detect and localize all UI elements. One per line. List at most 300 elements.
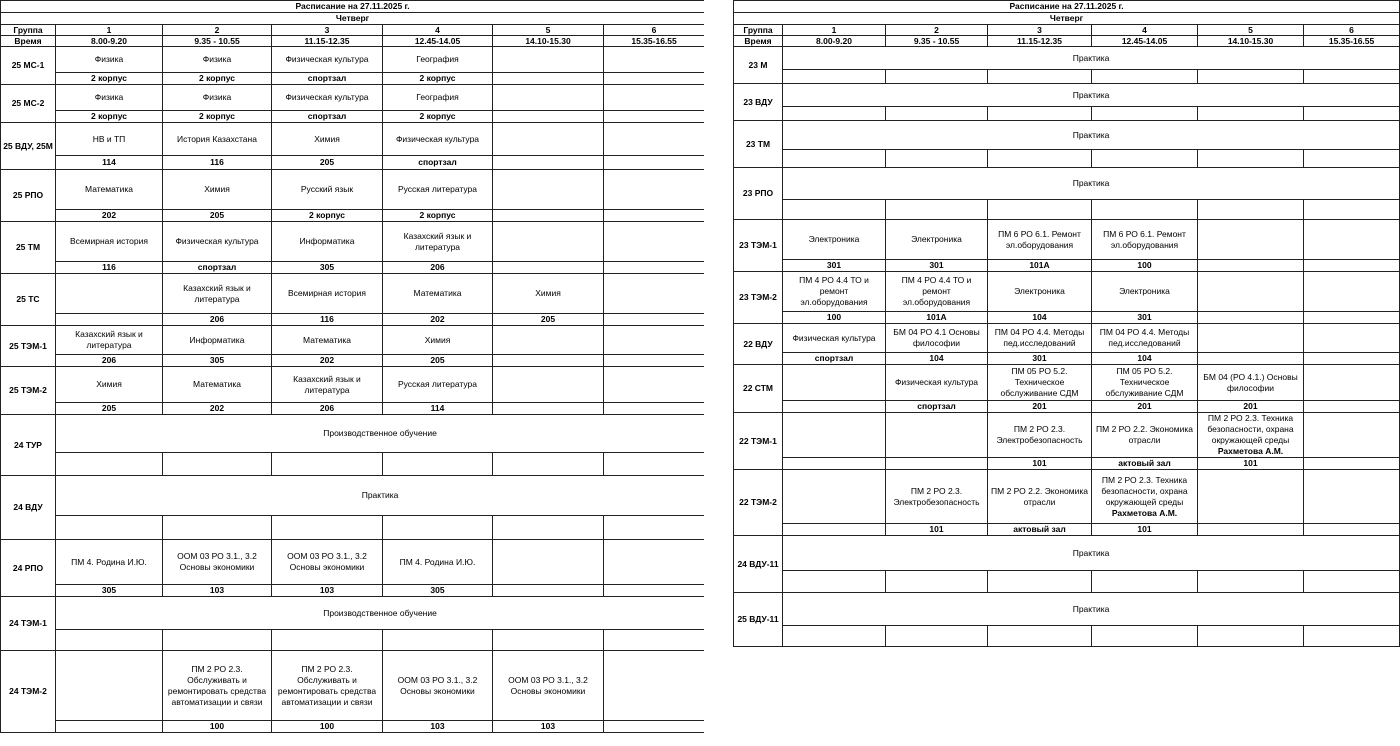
- subject-cell: [272, 123, 383, 156]
- subject-cell: [383, 123, 493, 156]
- group-room-row: [734, 70, 1400, 84]
- subject-cell: [886, 470, 988, 524]
- subject-cell: [604, 651, 705, 721]
- empty-cell: [783, 571, 886, 593]
- room-cell: [604, 210, 705, 222]
- empty-cell: [886, 626, 988, 647]
- room-cell: [783, 524, 886, 536]
- group-room-row: [734, 150, 1400, 168]
- subject-cell: [1198, 413, 1304, 458]
- schedule-title: Расписание на 27.11.2025 г.: [734, 1, 1400, 13]
- subject-cell: [1092, 272, 1198, 312]
- empty-cell: [988, 150, 1092, 168]
- room-cell: 101: [988, 458, 1092, 470]
- room-cell: актовый зал: [1092, 458, 1198, 470]
- room-cell: [493, 585, 604, 597]
- subject-cell: [783, 365, 886, 401]
- empty-cell: [886, 70, 988, 84]
- group-room-row: [1, 210, 705, 222]
- group-row: [1, 367, 705, 403]
- group-name: 25 ВДУ, 25М: [1, 123, 56, 170]
- group-room-row: [734, 524, 1400, 536]
- subject-cell: [1092, 220, 1198, 260]
- room-cell: 116: [272, 314, 383, 326]
- subject-cell: [383, 326, 493, 355]
- subject-name: География: [416, 54, 459, 64]
- subject-cell: [163, 367, 272, 403]
- room-cell: 201: [1092, 401, 1198, 413]
- teacher-name: Рахметова А.М.: [1111, 507, 1178, 518]
- subject-name: Всемирная история: [288, 288, 366, 298]
- subject-cell: [1092, 470, 1198, 524]
- pair-number: 2: [163, 25, 272, 36]
- empty-cell: [493, 453, 604, 476]
- subject-cell: [886, 324, 988, 353]
- room-cell: спортзал: [886, 401, 988, 413]
- room-cell: 2 корпус: [272, 210, 383, 222]
- subject-cell: [886, 272, 988, 312]
- subject-name: ПМ 2 РО 2.2. Экономика отрасли: [991, 485, 1088, 507]
- group-name: 23 М: [734, 47, 783, 84]
- subject-name: ООМ 03 РО 3.1., 3.2 Основы экономики: [397, 674, 478, 696]
- group-name: 24 ТЭМ-1: [1, 597, 56, 651]
- group-row: [1, 597, 705, 630]
- group-name: 24 РПО: [1, 540, 56, 597]
- empty-cell: [988, 626, 1092, 647]
- group-name: 25 ТМ: [1, 222, 56, 274]
- subject-cell: [163, 651, 272, 721]
- subject-name: Физика: [94, 92, 124, 102]
- subject-name: ООМ 03 РО 3.1., 3.2 Основы экономики: [287, 551, 367, 572]
- group-row: [1, 415, 705, 453]
- subject-name: Физика: [94, 54, 124, 64]
- room-cell: актовый зал: [988, 524, 1092, 536]
- room-cell: [1304, 353, 1400, 365]
- subject-cell: [383, 85, 493, 111]
- empty-cell: [886, 107, 988, 121]
- subject-cell: [56, 222, 163, 262]
- room-cell: 103: [272, 585, 383, 597]
- merged-activity: Практика: [783, 168, 1400, 200]
- subject-cell: [604, 47, 705, 73]
- subject-name: ПМ 05 РО 5.2. Техническое обслуживание СДМ: [1105, 366, 1184, 398]
- schedule-title: Расписание на 27.11.2025 г.: [1, 1, 705, 13]
- subject-cell: [783, 470, 886, 524]
- subject-cell: [272, 85, 383, 111]
- room-cell: [604, 156, 705, 170]
- subject-name: ПМ 2 РО 2.3. Техника безопасности, охрана окружающей среды: [1101, 474, 1188, 507]
- subject-cell: [1304, 220, 1400, 260]
- subject-cell: [493, 123, 604, 156]
- empty-cell: [272, 516, 383, 540]
- empty-cell: [1092, 626, 1198, 647]
- room-cell: 301: [783, 260, 886, 272]
- pair-number: 1: [56, 25, 163, 36]
- subject-name: Казахский язык и литература: [293, 373, 361, 395]
- group-row: [734, 121, 1400, 150]
- subject-cell: [1198, 324, 1304, 353]
- day-row: [734, 13, 1400, 25]
- subject-cell: [272, 170, 383, 210]
- subject-name: ПМ 2 РО 2.3. Техника безопасности, охрана окружающей среды: [1207, 413, 1294, 445]
- subject-name: Казахский язык и литература: [75, 329, 143, 350]
- group-row: [1, 476, 705, 516]
- room-cell: 101А: [988, 260, 1092, 272]
- subject-name: Русский язык: [300, 184, 354, 194]
- pair-time: 8.00-9.20: [783, 36, 886, 47]
- time-row: [1, 36, 705, 47]
- subject-cell: [988, 324, 1092, 353]
- empty-cell: [1092, 200, 1198, 220]
- subject-name: ПМ 04 РО 4.4. Методы пед.исследований: [994, 327, 1085, 348]
- subject-name: Химия: [314, 133, 340, 144]
- room-cell: 202: [56, 210, 163, 222]
- room-cell: [1198, 353, 1304, 365]
- subject-cell: [56, 326, 163, 355]
- subject-cell: [604, 274, 705, 314]
- subject-name: ПМ 2 РО 2.3. Электробезопасность: [893, 485, 980, 507]
- subject-name: ПМ 6 РО 6.1. Ремонт эл.оборудования: [998, 228, 1081, 250]
- room-cell: [493, 355, 604, 367]
- room-cell: 205: [383, 355, 493, 367]
- room-cell: 301: [988, 353, 1092, 365]
- time-row: [734, 36, 1400, 47]
- room-cell: 305: [383, 585, 493, 597]
- group-room-row: [1, 585, 705, 597]
- room-cell: 100: [783, 312, 886, 324]
- room-cell: 205: [56, 403, 163, 415]
- empty-cell: [1304, 571, 1400, 593]
- room-cell: [1304, 524, 1400, 536]
- room-cell: [604, 111, 705, 123]
- room-cell: [604, 73, 705, 85]
- left-schedule-table: [0, 0, 705, 733]
- room-cell: 104: [988, 312, 1092, 324]
- room-cell: 206: [56, 355, 163, 367]
- pair-time: 9.35 - 10.55: [886, 36, 988, 47]
- room-cell: [604, 585, 705, 597]
- empty-cell: [163, 453, 272, 476]
- empty-cell: [988, 70, 1092, 84]
- subject-cell: [56, 651, 163, 721]
- subject-cell: [783, 220, 886, 260]
- subject-cell: [1198, 365, 1304, 401]
- subject-cell: [1304, 413, 1400, 458]
- group-name: 24 ВДУ-11: [734, 536, 783, 593]
- empty-cell: [783, 107, 886, 121]
- day-of-week: Четверг: [734, 13, 1400, 25]
- pair-number: 5: [493, 25, 604, 36]
- pair-number: 3: [272, 25, 383, 36]
- room-cell: спортзал: [383, 156, 493, 170]
- day-row: [1, 13, 705, 25]
- subject-cell: [163, 274, 272, 314]
- subject-name: Физика: [202, 54, 232, 64]
- room-cell: [493, 156, 604, 170]
- group-room-row: [734, 260, 1400, 272]
- pair-number: 5: [1198, 25, 1304, 36]
- group-row: [734, 593, 1400, 626]
- subject-cell: [493, 274, 604, 314]
- room-cell: 305: [56, 585, 163, 597]
- subject-cell: [1304, 365, 1400, 401]
- group-name: 22 ТЭМ-2: [734, 470, 783, 536]
- subject-cell: [604, 367, 705, 403]
- pair-time: 12.45-14.05: [383, 36, 493, 47]
- subject-cell: [493, 326, 604, 355]
- pair-number: 3: [988, 25, 1092, 36]
- subject-name: Электроника: [1119, 286, 1170, 296]
- group-row: [734, 168, 1400, 200]
- empty-cell: [1198, 70, 1304, 84]
- subject-cell: [1304, 324, 1400, 353]
- pair-number: 4: [1092, 25, 1198, 36]
- group-room-row: [734, 458, 1400, 470]
- empty-cell: [604, 453, 705, 476]
- merged-activity: Практика: [56, 476, 705, 516]
- empty-cell: [163, 516, 272, 540]
- room-cell: 103: [383, 721, 493, 733]
- subject-name: БМ 04 РО 4.1 Основы философии: [893, 327, 980, 348]
- room-cell: [604, 403, 705, 415]
- subject-cell: [493, 222, 604, 262]
- room-cell: 104: [886, 353, 988, 365]
- subject-cell: [383, 274, 493, 314]
- subject-cell: [988, 272, 1092, 312]
- group-row: [1, 651, 705, 721]
- subject-cell: [272, 274, 383, 314]
- pair-time: 14.10-15.30: [1198, 36, 1304, 47]
- empty-cell: [783, 70, 886, 84]
- room-cell: 103: [493, 721, 604, 733]
- empty-cell: [1198, 626, 1304, 647]
- group-row: [1, 326, 705, 355]
- subject-name: Математика: [303, 334, 351, 345]
- empty-cell: [1092, 571, 1198, 593]
- room-cell: [604, 314, 705, 326]
- group-row: [734, 272, 1400, 312]
- subject-cell: [56, 85, 163, 111]
- group-name: 25 МС-1: [1, 47, 56, 85]
- merged-activity: Производственное обучение: [56, 415, 705, 453]
- day-of-week: Четверг: [1, 13, 705, 25]
- empty-cell: [1304, 70, 1400, 84]
- subject-cell: [493, 170, 604, 210]
- empty-cell: [1092, 150, 1198, 168]
- empty-cell: [783, 626, 886, 647]
- teacher-name: Рахметова А.М.: [1217, 446, 1284, 456]
- room-cell: 100: [1092, 260, 1198, 272]
- group-row: [734, 47, 1400, 70]
- merged-activity: Практика: [783, 121, 1400, 150]
- pair-time: 11.15-12.35: [988, 36, 1092, 47]
- room-cell: [493, 210, 604, 222]
- subject-name: НВ и ТП: [92, 133, 126, 144]
- empty-cell: [1092, 107, 1198, 121]
- subject-cell: [1198, 470, 1304, 524]
- group-room-row: [734, 401, 1400, 413]
- room-cell: 101: [1092, 524, 1198, 536]
- empty-cell: [56, 453, 163, 476]
- subject-cell: [604, 170, 705, 210]
- room-cell: [493, 403, 604, 415]
- empty-cell: [383, 516, 493, 540]
- subject-cell: [1198, 272, 1304, 312]
- subject-cell: [383, 222, 493, 262]
- empty-cell: [886, 200, 988, 220]
- room-cell: [1304, 312, 1400, 324]
- group-name: 25 МС-2: [1, 85, 56, 123]
- room-cell: 114: [56, 156, 163, 170]
- subject-cell: [493, 85, 604, 111]
- group-row: [1, 222, 705, 262]
- subject-name: Физическая культура: [395, 133, 480, 144]
- group-row: [1, 85, 705, 111]
- group-name: 23 ТЭМ-2: [734, 272, 783, 324]
- group-name: 25 РПО: [1, 170, 56, 222]
- group-room-row: [734, 200, 1400, 220]
- pair-number: 4: [383, 25, 493, 36]
- subject-cell: [493, 367, 604, 403]
- subject-name: Информатика: [189, 334, 245, 345]
- subject-cell: [783, 324, 886, 353]
- subject-cell: [383, 170, 493, 210]
- subject-name: Химия: [96, 379, 122, 389]
- right-schedule-table: [733, 0, 1400, 647]
- subject-cell: [493, 540, 604, 585]
- subject-cell: [56, 123, 163, 156]
- empty-cell: [783, 200, 886, 220]
- subject-cell: [272, 367, 383, 403]
- merged-activity: Практика: [783, 593, 1400, 626]
- subject-name: Физическая культура: [285, 92, 369, 102]
- subject-name: Электроника: [1014, 286, 1065, 296]
- group-name: 23 ТЭМ-1: [734, 220, 783, 272]
- subject-cell: [272, 47, 383, 73]
- group-name: 23 ТМ: [734, 121, 783, 168]
- subject-cell: [988, 365, 1092, 401]
- pair-time: 8.00-9.20: [56, 36, 163, 47]
- room-cell: спортзал: [163, 262, 272, 274]
- empty-cell: [272, 453, 383, 476]
- empty-cell: [493, 630, 604, 651]
- empty-cell: [886, 571, 988, 593]
- room-cell: 301: [1092, 312, 1198, 324]
- empty-cell: [493, 516, 604, 540]
- subject-name: Математика: [413, 288, 462, 298]
- title-row: [734, 1, 1400, 13]
- subject-cell: [886, 413, 988, 458]
- subject-name: ПМ 6 РО 6.1. Ремонт эл.оборудования: [1103, 228, 1186, 250]
- group-room-row: [734, 571, 1400, 593]
- subject-cell: [383, 47, 493, 73]
- room-cell: 206: [272, 403, 383, 415]
- subject-cell: [56, 170, 163, 210]
- subject-cell: [163, 540, 272, 585]
- subject-name: Казахский язык и литература: [403, 230, 472, 252]
- subject-name: Информатика: [299, 236, 355, 246]
- subject-name: Химия: [535, 288, 561, 298]
- pair-number: 1: [783, 25, 886, 36]
- subject-name: Физическая культура: [175, 236, 259, 246]
- empty-cell: [272, 630, 383, 651]
- subject-cell: [1092, 413, 1198, 458]
- group-row: [1, 47, 705, 73]
- room-cell: [493, 73, 604, 85]
- room-cell: [783, 458, 886, 470]
- group-room-row: [1, 156, 705, 170]
- empty-cell: [383, 453, 493, 476]
- subject-cell: [1304, 272, 1400, 312]
- pair-number: 2: [886, 25, 988, 36]
- subject-name: ПМ 2 РО 2.3. Обслуживать и ремонтировать средства автоматизации и связи: [167, 663, 267, 707]
- subject-name: ПМ 05 РО 5.2. Техническое обслуживание СДМ: [1000, 366, 1079, 398]
- group-room-row: [734, 353, 1400, 365]
- group-label: Группа: [734, 25, 783, 36]
- empty-cell: [783, 150, 886, 168]
- subject-name: Казахский язык и литература: [183, 282, 251, 304]
- group-row: [734, 536, 1400, 571]
- room-cell: 2 корпус: [56, 73, 163, 85]
- subject-cell: [604, 85, 705, 111]
- room-cell: 201: [988, 401, 1092, 413]
- subject-name: Всемирная история: [70, 236, 148, 246]
- group-name: 23 РПО: [734, 168, 783, 220]
- empty-cell: [1304, 626, 1400, 647]
- subject-cell: [163, 170, 272, 210]
- right-schedule-sheet: [733, 0, 1400, 746]
- subject-name: Физическая культура: [792, 332, 876, 343]
- room-cell: 100: [272, 721, 383, 733]
- room-cell: [604, 721, 705, 733]
- room-cell: 114: [383, 403, 493, 415]
- subject-cell: [272, 222, 383, 262]
- room-cell: 201: [1198, 401, 1304, 413]
- subject-name: Математика: [85, 184, 133, 194]
- subject-cell: [886, 365, 988, 401]
- room-cell: [604, 262, 705, 274]
- subject-name: ПМ 2 РО 2.2. Экономика отрасли: [1096, 424, 1193, 445]
- group-row: [734, 365, 1400, 401]
- group-room-row: [1, 453, 705, 476]
- empty-cell: [383, 630, 493, 651]
- group-room-row: [1, 262, 705, 274]
- room-cell: [493, 111, 604, 123]
- subject-cell: [493, 47, 604, 73]
- empty-cell: [1092, 70, 1198, 84]
- subject-name: ПМ 4 РО 4.4 ТО и ремонт эл.оборудования: [799, 275, 869, 307]
- merged-activity: Производственное обучение: [56, 597, 705, 630]
- subject-cell: [1198, 220, 1304, 260]
- title-row: [1, 1, 705, 13]
- subject-cell: [163, 326, 272, 355]
- empty-cell: [56, 630, 163, 651]
- merged-activity: Практика: [783, 47, 1400, 70]
- room-cell: 100: [163, 721, 272, 733]
- room-cell: [1304, 260, 1400, 272]
- group-name: 22 ВДУ: [734, 324, 783, 365]
- subject-name: Математика: [193, 379, 241, 389]
- group-row: [1, 540, 705, 585]
- empty-cell: [604, 630, 705, 651]
- group-name: 22 СТМ: [734, 365, 783, 413]
- room-cell: [604, 355, 705, 367]
- pair-time: 12.45-14.05: [1092, 36, 1198, 47]
- empty-cell: [1304, 200, 1400, 220]
- empty-cell: [1198, 107, 1304, 121]
- pair-time: 14.10-15.30: [493, 36, 604, 47]
- room-cell: [1198, 524, 1304, 536]
